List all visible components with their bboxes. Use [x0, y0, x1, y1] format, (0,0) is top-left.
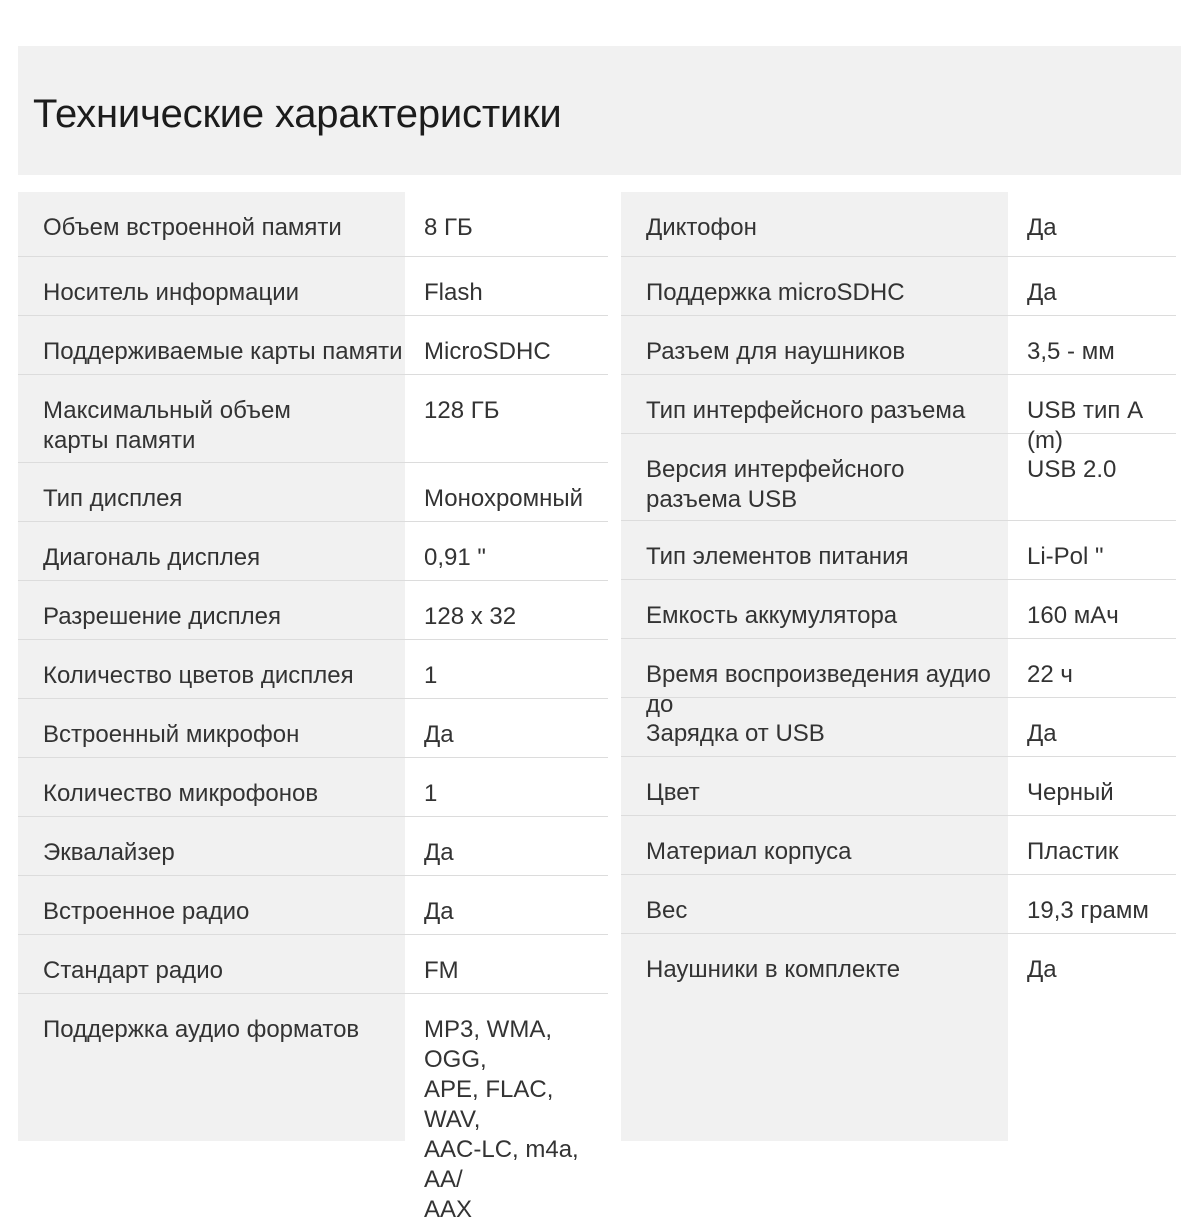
spec-value: Да: [405, 699, 608, 758]
spec-value: 128 x 32: [405, 581, 608, 640]
spec-label: Встроенное радио: [18, 876, 405, 935]
spec-value: Да: [1008, 698, 1176, 757]
spec-label: Эквалайзер: [18, 817, 405, 876]
spec-label: Материал корпуса: [621, 816, 1008, 875]
spec-label: Версия интерфейсного разъема USB: [621, 434, 1008, 521]
spec-label: Количество цветов дисплея: [18, 640, 405, 699]
spec-value: USB 2.0: [1008, 434, 1176, 521]
spec-label: Емкость аккумулятора: [621, 580, 1008, 639]
spec-value: FM: [405, 935, 608, 994]
spec-label: Зарядка от USB: [621, 698, 1008, 757]
spec-value: Да: [405, 817, 608, 876]
page-title: Технические характеристики: [33, 92, 562, 136]
title-bar: [18, 46, 1181, 175]
spec-label: Тип элементов питания: [621, 521, 1008, 580]
spec-value: Пластик: [1008, 816, 1176, 875]
spec-label-column: [18, 192, 405, 1141]
spec-value-column: [405, 192, 608, 1223]
spec-label: Объем встроенной памяти: [18, 192, 405, 257]
spec-table-left: [18, 192, 608, 1223]
spec-value: Черный: [1008, 757, 1176, 816]
spec-value: Да: [405, 876, 608, 935]
spec-value: Да: [1027, 956, 1057, 983]
spec-label: Наушники в комплекте: [646, 956, 901, 983]
spec-value: 8 ГБ: [405, 192, 608, 257]
spec-label: Поддерживаемые карты памяти: [18, 316, 405, 375]
spec-value: USB тип A (m): [1008, 375, 1176, 434]
spec-value: 19,3 грамм: [1008, 875, 1176, 934]
spec-value: 160 мАч: [1008, 580, 1176, 639]
spec-label: Вес: [621, 875, 1008, 934]
spec-label: Диагональ дисплея: [18, 522, 405, 581]
spec-label: Стандарт радио: [18, 935, 405, 994]
spec-label: Разрешение дисплея: [18, 581, 405, 640]
spec-label: Тип дисплея: [18, 463, 405, 522]
spec-label: Тип интерфейсного разъема: [621, 375, 1008, 434]
spec-value: 22 ч: [1008, 639, 1176, 698]
spec-table-right: [621, 192, 1176, 1141]
spec-value: 1: [405, 758, 608, 817]
spec-label: Встроенный микрофон: [18, 699, 405, 758]
spec-label: Носитель информации: [18, 257, 405, 316]
spec-value: MP3, WMA, OGG, APE, FLAC, WAV, AAC-LC, m4a, AA/ AAX: [424, 1016, 579, 1223]
spec-label: Количество микрофонов: [18, 758, 405, 817]
spec-value: 3,5 - мм: [1008, 316, 1176, 375]
spec-value: MicroSDHC: [405, 316, 608, 375]
spec-label: Поддержка аудио форматов: [43, 1016, 360, 1043]
spec-value: 128 ГБ: [405, 375, 608, 463]
spec-value-column: [1008, 192, 1176, 1141]
spec-value: Flash: [405, 257, 608, 316]
spec-label: Максимальный объем карты памяти: [18, 375, 405, 463]
spec-label: Время воспроизведения аудио до: [621, 639, 1008, 698]
spec-label: Диктофон: [621, 192, 1008, 257]
spec-value: Да: [1008, 192, 1176, 257]
spec-label: Разъем для наушников: [621, 316, 1008, 375]
spec-label: Поддержка microSDHC: [621, 257, 1008, 316]
spec-value: Да: [1008, 257, 1176, 316]
spec-value: 1: [405, 640, 608, 699]
spec-value: Li-Pol ": [1008, 521, 1176, 580]
spec-label-column: [621, 192, 1008, 1141]
spec-label: Цвет: [621, 757, 1008, 816]
spec-value: Монохромный: [405, 463, 608, 522]
spec-value: 0,91 ": [405, 522, 608, 581]
